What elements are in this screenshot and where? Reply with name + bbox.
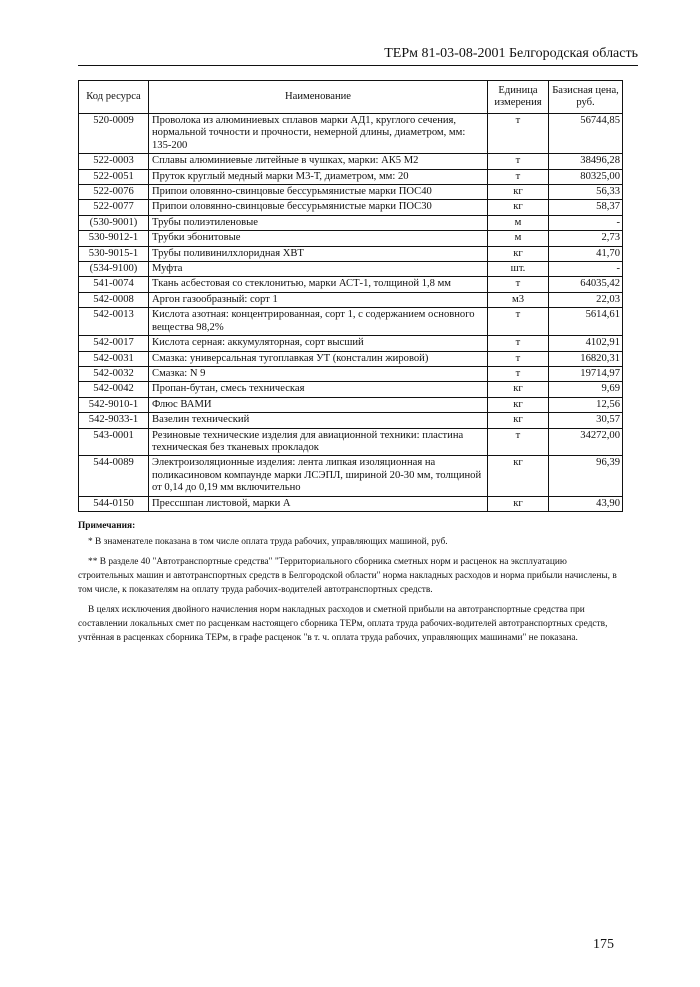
table-row	[79, 185, 623, 200]
cell-code: 544-0150	[79, 496, 149, 511]
cell-code: 541-0074	[79, 277, 149, 292]
cell-unit: т	[488, 351, 549, 366]
table-row	[79, 397, 623, 412]
cell-name: Электроизоляционные изделия: лента липкая изоляционная на поликасиновом компаунде марки ЛСЭПЛ, шириной 20-30 мм, толщиной от 0,14 до 0,19 мм включительно	[149, 456, 488, 496]
cell-price: 96,39	[549, 456, 623, 496]
table-row	[79, 169, 623, 184]
cell-code: 542-0031	[79, 351, 149, 366]
cell-unit: кг	[488, 200, 549, 215]
cell-unit: шт.	[488, 262, 549, 277]
cell-unit: т	[488, 366, 549, 381]
cell-name: Трубы поливинилхлоридная ХВТ	[149, 246, 488, 261]
cell-code: (534-9100)	[79, 262, 149, 277]
table-row	[79, 200, 623, 215]
cell-name: Флюс ВАМИ	[149, 397, 488, 412]
cell-code: (530-9001)	[79, 215, 149, 230]
cell-price: 30,57	[549, 413, 623, 428]
cell-price: 9,69	[549, 382, 623, 397]
cell-price: 56,33	[549, 185, 623, 200]
cell-unit: кг	[488, 382, 549, 397]
table-row	[79, 382, 623, 397]
cell-name: Вазелин технический	[149, 413, 488, 428]
cell-code: 530-9012-1	[79, 231, 149, 246]
cell-name: Кислота серная: аккумуляторная, сорт высший	[149, 336, 488, 351]
cell-price: 56744,85	[549, 114, 623, 154]
cell-name: Прессшпан листовой, марки А	[149, 496, 488, 511]
table-row	[79, 496, 623, 511]
cell-code: 522-0077	[79, 200, 149, 215]
cell-name: Трубы полиэтиленовые	[149, 215, 488, 230]
note-1: * В знаменателе показана в том числе оплата труда рабочих, управляющих машиной, руб.	[88, 537, 448, 547]
cell-code: 542-0013	[79, 308, 149, 336]
cell-code: 542-0042	[79, 382, 149, 397]
table-row	[79, 215, 623, 230]
cell-price: 19714,97	[549, 366, 623, 381]
cell-code: 520-0009	[79, 114, 149, 154]
cell-code: 542-9010-1	[79, 397, 149, 412]
table-row	[79, 262, 623, 277]
cell-price: 2,73	[549, 231, 623, 246]
cell-unit: т	[488, 154, 549, 169]
cell-unit: кг	[488, 496, 549, 511]
cell-name: Проволока из алюминиевых сплавов марки АД1, круглого сечения, нормальной точности и прочности, немерной длины, диаметром, мм: 135-200	[149, 114, 488, 154]
table-row	[79, 428, 623, 456]
note-2: ** В разделе 40 "Автотранспортные средства" "Территориального сборника сметных норм и расценок на эксплуатацию строительных машин и автотранспортных средств в Белгородской области" норма накладных расходов и норма прибыли начислены, в том числе, к показателям на оплату труда рабочих-водителей автотранспортных средств.	[78, 557, 617, 595]
table-row	[79, 231, 623, 246]
cell-unit: т	[488, 114, 549, 154]
resources-table-container	[78, 80, 622, 512]
cell-code: 542-0032	[79, 366, 149, 381]
cell-name: Трубки эбонитовые	[149, 231, 488, 246]
cell-unit: т	[488, 308, 549, 336]
cell-unit: м3	[488, 292, 549, 307]
table-row	[79, 246, 623, 261]
column-header-price: Базисная цена, руб.	[549, 81, 623, 114]
cell-unit: кг	[488, 456, 549, 496]
table-row	[79, 114, 623, 154]
cell-code: 530-9015-1	[79, 246, 149, 261]
cell-unit: кг	[488, 246, 549, 261]
cell-unit: кг	[488, 185, 549, 200]
cell-name: Припои оловянно-свинцовые бессурьмянистые марки ПОС40	[149, 185, 488, 200]
cell-price: 12,56	[549, 397, 623, 412]
column-header-unit: Единица измерения	[488, 81, 549, 114]
cell-unit: кг	[488, 413, 549, 428]
column-header-name: Наименование	[149, 81, 488, 114]
cell-unit: т	[488, 169, 549, 184]
cell-unit: м	[488, 215, 549, 230]
cell-name: Пруток круглый медный марки М3-Т, диаметром, мм: 20	[149, 169, 488, 184]
note-3: В целях исключения двойного начисления норм накладных расходов и сметной прибыли на автотранспортные средства при составлении локальных смет по расценкам настоящего сборника ТЕРм, оплата труда рабочих-водителей автотранспортных средств, учтённая в расценках сборника ТЕРм, в графе расценок "в т. ч. оплата труда рабочих, управляющих машинами" не показана.	[78, 605, 608, 643]
cell-code: 542-0017	[79, 336, 149, 351]
cell-price: 43,90	[549, 496, 623, 511]
cell-price: 41,70	[549, 246, 623, 261]
cell-unit: кг	[488, 397, 549, 412]
cell-name: Аргон газообразный: сорт 1	[149, 292, 488, 307]
table-row	[79, 336, 623, 351]
cell-name: Ткань асбестовая со стеклонитью, марки АСТ-1, толщиной 1,8 мм	[149, 277, 488, 292]
page-number: 175	[593, 937, 614, 952]
cell-name: Смазка: N 9	[149, 366, 488, 381]
cell-name: Резиновые технические изделия для авиационной техники: пластина техническая без тканевых прокладок	[149, 428, 488, 456]
cell-price: 80325,00	[549, 169, 623, 184]
resources-table	[78, 80, 623, 512]
cell-unit: т	[488, 277, 549, 292]
document-header	[78, 46, 638, 66]
cell-code: 522-0051	[79, 169, 149, 184]
cell-price: 64035,42	[549, 277, 623, 292]
table-header-row	[79, 81, 623, 114]
cell-price: 16820,31	[549, 351, 623, 366]
cell-price: 22,03	[549, 292, 623, 307]
table-row	[79, 413, 623, 428]
cell-name: Смазка: универсальная тугоплавкая УТ (консталин жировой)	[149, 351, 488, 366]
cell-code: 543-0001	[79, 428, 149, 456]
cell-code: 542-0008	[79, 292, 149, 307]
cell-name: Припои оловянно-свинцовые бессурьмянистые марки ПОС30	[149, 200, 488, 215]
cell-name: Муфта	[149, 262, 488, 277]
cell-unit: т	[488, 336, 549, 351]
table-row	[79, 292, 623, 307]
table-body	[79, 114, 623, 512]
table-row	[79, 154, 623, 169]
cell-unit: т	[488, 428, 549, 456]
cell-price: -	[549, 215, 623, 230]
cell-price: 38496,28	[549, 154, 623, 169]
cell-price: -	[549, 262, 623, 277]
document-title: ТЕРм 81-03-08-2001 Белгородская область	[384, 46, 638, 61]
cell-name: Пропан-бутан, смесь техническая	[149, 382, 488, 397]
column-header-code: Код ресурса	[79, 81, 149, 114]
notes-title: Примечания:	[78, 521, 136, 531]
cell-code: 522-0076	[79, 185, 149, 200]
cell-name: Сплавы алюминиевые литейные в чушках, марки: АК5 М2	[149, 154, 488, 169]
table-row	[79, 277, 623, 292]
cell-price: 58,37	[549, 200, 623, 215]
table-row	[79, 366, 623, 381]
table-row	[79, 308, 623, 336]
cell-code: 544-0089	[79, 456, 149, 496]
cell-name: Кислота азотная: концентрированная, сорт 1, с содержанием основного вещества 98,2%	[149, 308, 488, 336]
cell-price: 34272,00	[549, 428, 623, 456]
cell-code: 542-9033-1	[79, 413, 149, 428]
cell-code: 522-0003	[79, 154, 149, 169]
notes-section	[78, 519, 622, 651]
cell-price: 4102,91	[549, 336, 623, 351]
table-row	[79, 351, 623, 366]
cell-unit: м	[488, 231, 549, 246]
cell-price: 5614,61	[549, 308, 623, 336]
table-row	[79, 456, 623, 496]
